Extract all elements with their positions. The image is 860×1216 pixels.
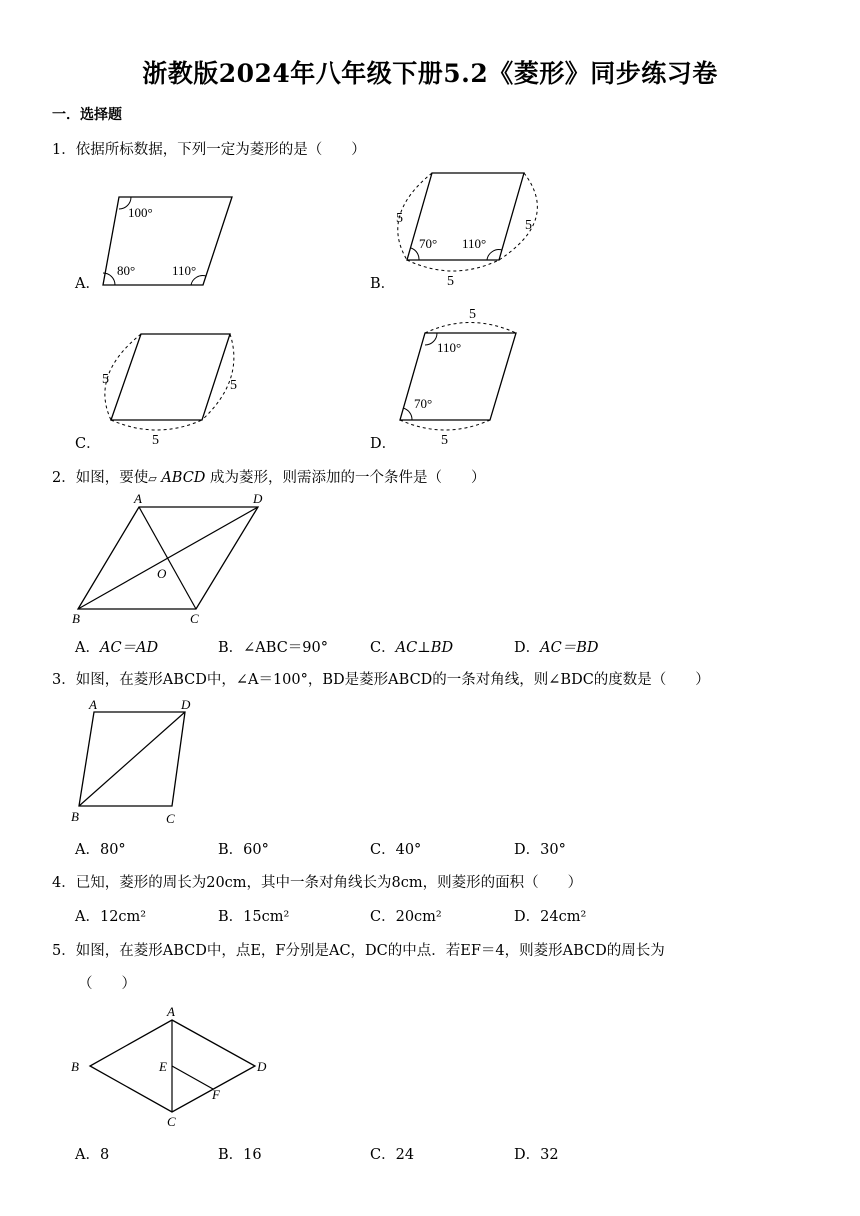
q2-option-d[interactable]: D．AC＝BD [514,640,599,656]
q1-option-d-label[interactable]: D． [370,436,397,452]
q1-d-side-bottom: 5 [441,433,448,448]
question-5-stem-line1: 5．如图，在菱形ABCD中，点E，F分别是AC，DC的中点．若EF＝4，则菱形ABCD的周长为 [52,943,665,959]
q4-option-d[interactable]: D．24cm² [514,909,587,925]
q3-option-b[interactable]: B．60° [218,842,269,858]
q2-stem-shape: ABCD [161,470,206,486]
q3-option-a[interactable]: A．80° [75,842,126,858]
question-5-stem-line2: （ ） [78,976,136,992]
q1-b-side-bottom: 5 [447,274,454,289]
q3-point-d: D [181,697,191,712]
q1-c-side-left: 5 [102,372,109,387]
q5-option-d[interactable]: D．32 [514,1147,559,1163]
q1-b-angle-70: 70° [419,236,438,251]
q4-option-b[interactable]: B．15cm² [218,909,290,925]
q5-option-c[interactable]: C．24 [370,1147,415,1163]
q1-option-c-label[interactable]: C． [75,436,101,452]
q5-point-d: D [257,1059,267,1074]
q2-point-c: C [190,611,199,626]
q3-option-d[interactable]: D．30° [514,842,566,858]
q2-point-o: O [157,566,167,581]
q5-option-a[interactable]: A．8 [75,1147,110,1163]
question-4-stem: 4．已知，菱形的周长为20cm，其中一条对角线长为8cm，则菱形的面积（ ） [52,875,583,891]
q4-option-a[interactable]: A．12cm² [75,909,147,925]
question-1-stem: 1．依据所标数据，下列一定为菱形的是（ ） [52,142,366,158]
section-heading: 一．选择题 [52,107,122,123]
q3-point-c: C [166,811,175,826]
q5-option-b[interactable]: B．16 [218,1147,262,1163]
q1-d-side-top: 5 [469,307,476,322]
q5-point-b: B [71,1059,79,1074]
q1-a-angle-80: 80° [117,263,136,278]
q1-c-side-right: 5 [230,378,237,393]
q2-point-d: D [253,491,263,506]
q3-option-c[interactable]: C．40° [370,842,422,858]
q1-option-b-label[interactable]: B． [370,276,396,292]
q1-a-angle-100: 100° [128,205,153,220]
q4-option-c[interactable]: C．20cm² [370,909,442,925]
q2-stem-pre: 2．如图，要使 [52,470,149,486]
q1-c-side-bottom: 5 [152,433,159,448]
parallelogram-icon: ▱ [148,472,157,485]
q5-point-a: A [167,1004,175,1019]
q1-a-angle-110: 110° [172,263,197,278]
question-3-stem: 3．如图，在菱形ABCD中，∠A＝100°，BD是菱形ABCD的一条对角线，则∠BDC的度数是（ ） [52,672,710,688]
q5-point-c: C [167,1114,176,1129]
q1-b-side-right: 5 [525,218,532,233]
q2-point-a: A [134,491,142,506]
page-title: 浙教版2024年八年级下册5.2《菱形》同步练习卷 [142,59,718,88]
q1-option-a-label[interactable]: A． [75,276,100,292]
q1-d-angle-110: 110° [437,340,462,355]
q3-point-a: A [89,697,97,712]
q2-option-a[interactable]: A．AC＝AD [75,640,159,656]
q1-d-angle-70: 70° [414,396,433,411]
q2-stem-post: 成为菱形，则需添加的一个条件是（ ） [210,470,486,486]
q1-b-angle-110: 110° [462,236,487,251]
q5-point-f: F [212,1087,220,1102]
q2-point-b: B [72,611,80,626]
q1-b-side-left: 5 [396,211,403,226]
q3-point-b: B [71,809,79,824]
q2-option-c[interactable]: C．AC⊥BD [370,640,454,656]
q2-option-b[interactable]: B．∠ABC＝90° [218,640,328,656]
q5-point-e: E [159,1059,167,1074]
